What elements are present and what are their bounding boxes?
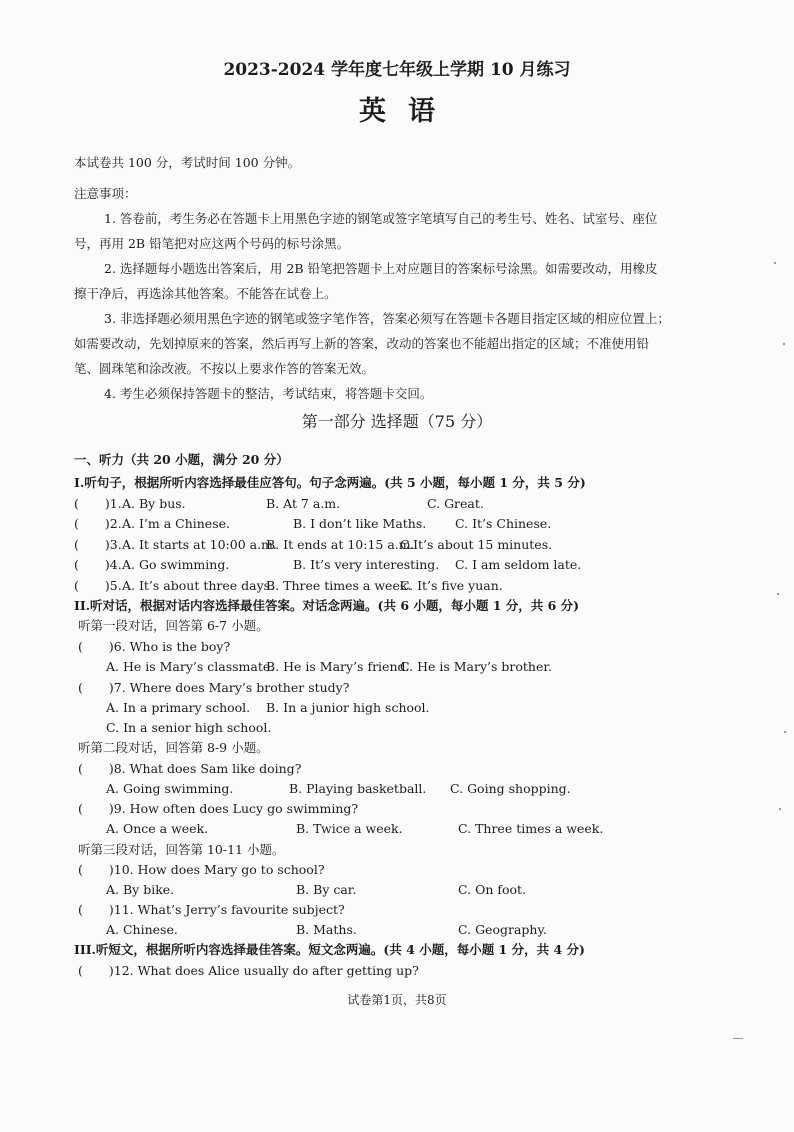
option-b: B. In a junior high school. — [266, 700, 430, 715]
scan-speck — [779, 808, 781, 810]
scan-speck — [774, 262, 776, 264]
option-c: C. Three times a week. — [458, 821, 604, 836]
option-c: C. It’s Chinese. — [455, 516, 552, 531]
subsection-heading: II.听对话，根据对话内容选择最佳答案。对话念两遍。(共 6 小题，每小题 1 分，共 6 分) — [74, 598, 580, 613]
intro-text: 本试卷共 100 分，考试时间 100 分钟。 — [74, 155, 301, 170]
note-line: 如需要改动，先划掉原来的答案，然后再写上新的答案，改动的答案也不能超出指定的区域；不准使用铅 — [74, 336, 650, 351]
option-c: C. Great. — [427, 496, 484, 511]
page-footer: 试卷第1页，共8页 — [347, 993, 447, 1007]
option-b: B. I don’t like Maths. — [293, 516, 427, 531]
scan-speck — [777, 593, 779, 595]
question-stem: ( )6. Who is the boy? — [78, 639, 231, 654]
option-a: A. Go swimming. — [122, 557, 230, 572]
option-a: A. It starts at 10:00 a.m. — [122, 537, 277, 552]
option-a: A. It’s about three days. — [122, 578, 275, 593]
scan-speck — [783, 343, 785, 345]
dialogue-instruction: 听第一段对话，回答第 6-7 小题。 — [78, 618, 269, 633]
subsection-heading: I.听句子，根据所听内容选择最佳应答句。句子念两遍。(共 5 小题，每小题 1 分，共 5 分) — [74, 475, 586, 490]
question-number: ( )5. — [74, 578, 122, 593]
option-b: B. Twice a week. — [296, 821, 403, 836]
option-b: B. He is Mary’s friend. — [266, 659, 410, 674]
note-line: 3. 非选择题必须用黑色字迹的钢笔或签字笔作答，答案必须写在答题卡各题目指定区域的相应位置上； — [104, 311, 670, 326]
option-b: B. By car. — [296, 882, 357, 897]
option-b: B. Playing basketball. — [289, 781, 427, 796]
section-heading: 一、听力（共 20 小题，满分 20 分） — [74, 452, 289, 467]
scan-speck — [733, 1038, 743, 1039]
question-stem: ( )8. What does Sam like doing? — [78, 761, 302, 776]
option-c: C. I am seldom late. — [455, 557, 582, 572]
exam-title: 2023-2024 学年度七年级上学期 10 月练习 — [223, 60, 571, 80]
option-b: B. Maths. — [296, 922, 357, 937]
subsection-heading: III.听短文，根据所听内容选择最佳答案。短文念两遍。(共 4 小题，每小题 1 分，共 4 分) — [74, 942, 585, 957]
option-a: A. I’m a Chinese. — [122, 516, 230, 531]
option-c: C. In a senior high school. — [106, 720, 272, 735]
question-number: ( )2. — [74, 516, 122, 531]
question-stem: ( )12. What does Alice usually do after getting up? — [78, 963, 419, 978]
option-a: A. In a primary school. — [106, 700, 251, 715]
note-line: 号，再用 2B 铅笔把对应这两个号码的标号涂黑。 — [74, 236, 350, 251]
option-c: C. Geography. — [458, 922, 547, 937]
option-a: A. By bus. — [122, 496, 186, 511]
note-line: 笔、圆珠笔和涂改液。不按以上要求作答的答案无效。 — [74, 361, 375, 376]
question-stem: ( )7. Where does Mary’s brother study? — [78, 680, 350, 695]
option-a: A. Chinese. — [106, 922, 178, 937]
note-line: 4. 考生必须保持答题卡的整洁，考试结束，将答题卡交回。 — [104, 386, 433, 401]
subject-title: 英语 — [359, 96, 457, 127]
option-b: B. It’s very interesting. — [293, 557, 440, 572]
question-stem: ( )9. How often does Lucy go swimming? — [78, 801, 359, 816]
option-c: C. Going shopping. — [450, 781, 571, 796]
question-number: ( )4. — [74, 557, 122, 572]
question-stem: ( )10. How does Mary go to school? — [78, 862, 325, 877]
scan-speck — [784, 731, 786, 733]
option-c: C.It’s about 15 minutes. — [400, 537, 553, 552]
question-number: ( )3. — [74, 537, 122, 552]
question-number: ( )1. — [74, 496, 122, 511]
note-line: 1. 答卷前，考生务必在答题卡上用黑色字迹的钢笔或签字笔填写自己的考生号、姓名、试室号、座位 — [104, 211, 658, 226]
option-c: C. On foot. — [458, 882, 527, 897]
option-a: A. Going swimming. — [106, 781, 234, 796]
dialogue-instruction: 听第三段对话，回答第 10-11 小题。 — [78, 842, 285, 857]
option-b: B. It ends at 10:15 a.m. — [266, 537, 415, 552]
dialogue-instruction: 听第二段对话，回答第 8-9 小题。 — [78, 740, 269, 755]
option-a: A. He is Mary’s classmate. — [106, 659, 275, 674]
note-line: 擦干净后，再选涂其他答案。不能答在试卷上。 — [74, 286, 337, 301]
part-title: 第一部分 选择题（75 分） — [301, 412, 493, 431]
option-c: C. He is Mary’s brother. — [400, 659, 552, 674]
option-a: A. By bike. — [106, 882, 175, 897]
notes-title: 注意事项： — [74, 186, 137, 201]
option-c: C. It’s five yuan. — [400, 578, 503, 593]
option-a: A. Once a week. — [106, 821, 209, 836]
question-stem: ( )11. What’s Jerry’s favourite subject? — [78, 902, 345, 917]
note-line: 2. 选择题每小题选出答案后，用 2B 铅笔把答题卡上对应题目的答案标号涂黑。如需要改动，用橡皮 — [104, 261, 658, 276]
option-b: B. Three times a week. — [266, 578, 412, 593]
option-b: B. At 7 a.m. — [266, 496, 341, 511]
